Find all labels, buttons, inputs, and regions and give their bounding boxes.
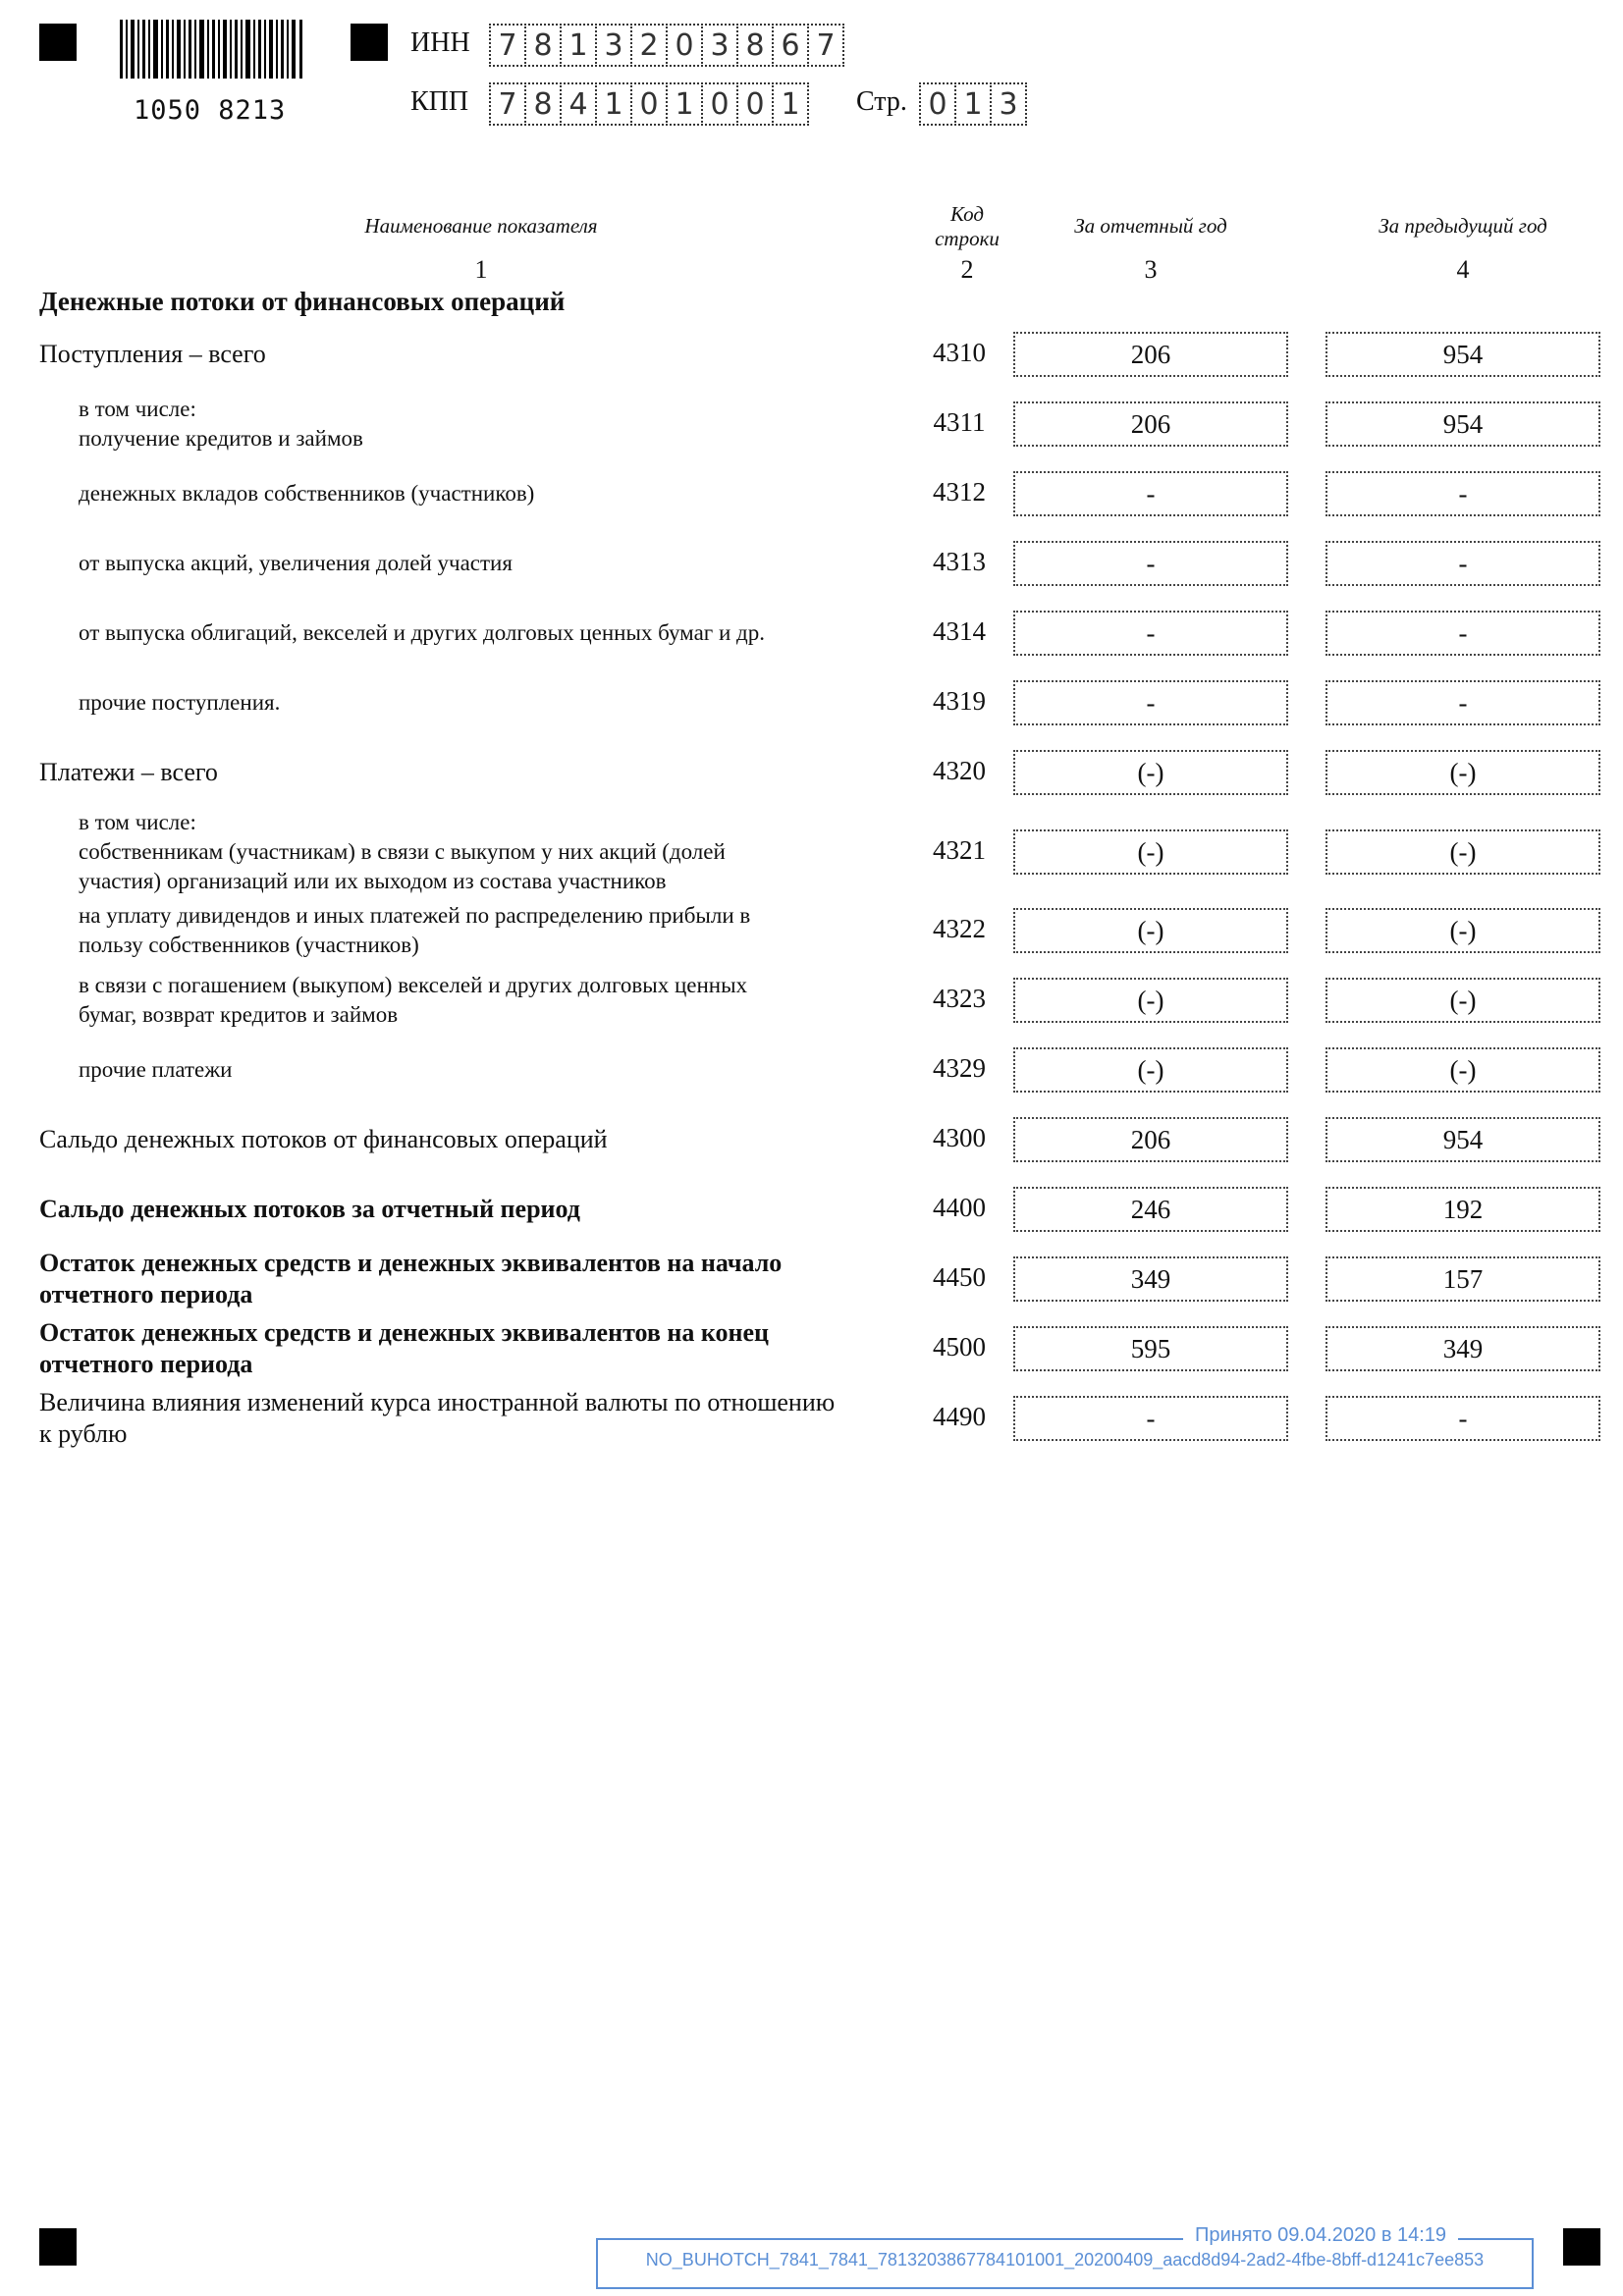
value-previous-4450: 157 [1325,1256,1600,1302]
value-previous-4314: - [1325,611,1600,656]
page-digit: 1 [954,82,992,126]
row-code-4311: 4311 [933,407,986,437]
row-code-4490: 4490 [933,1402,986,1431]
inn-digit: 8 [524,24,562,67]
column-header-previous-year: За предыдущий год [1379,214,1547,238]
barcode-number: 1050 8213 [134,95,287,126]
row-label-4300: Сальдо денежных потоков от финансовых операций [39,1125,608,1153]
row-label-4329: прочие платежи [79,1057,233,1082]
kpp-digit: 1 [666,82,703,126]
row-code-4320: 4320 [933,756,986,785]
value-previous-4313: - [1325,541,1600,586]
kpp-digit: 4 [560,82,597,126]
kpp-digit: 7 [489,82,526,126]
kpp-digit: 1 [595,82,632,126]
inn-digit: 3 [701,24,738,67]
value-previous-4490: - [1325,1396,1600,1441]
value-current-4323: (-) [1013,978,1288,1023]
column-number-2: 2 [960,255,974,284]
row-code-4321: 4321 [933,835,986,865]
row-label-4500: Остаток денежных средств и денежных эквивалентов на конец отчетного периода [39,1318,770,1378]
row-code-4450: 4450 [933,1262,986,1292]
row-code-4319: 4319 [933,686,986,716]
column-header-name: Наименование показателя [364,214,598,238]
row-code-4400: 4400 [933,1193,986,1222]
row-code-4314: 4314 [933,616,986,646]
kpp-label: КПП [410,86,469,117]
row-label-4450: Остаток денежных средств и денежных эквивалентов на начало отчетного периода [39,1249,783,1308]
row-code-4313: 4313 [933,547,986,576]
value-previous-4329: (-) [1325,1047,1600,1093]
row-label-4313: от выпуска акций, увеличения долей участия [79,551,513,575]
row-label-4321: в том числе: собственникам (участникам) в связи с выкупом у них акций (долей участия) организаций или их выходом из состава участников [79,810,726,893]
inn-digit: 7 [489,24,526,67]
value-previous-4310: 954 [1325,332,1600,377]
row-code-4323: 4323 [933,984,986,1013]
value-previous-4319: - [1325,680,1600,725]
value-current-4314: - [1013,611,1288,656]
row-label-4322: на уплату дивидендов и иных платежей по распределению прибыли в пользу собственников (участников) [79,903,751,957]
kpp-digit: 8 [524,82,562,126]
row-code-4312: 4312 [933,477,986,507]
kpp-field [491,82,809,126]
value-current-4490: - [1013,1396,1288,1441]
kpp-digit: 0 [701,82,738,126]
value-current-4450: 349 [1013,1256,1288,1302]
page-label: Стр. [856,86,907,117]
value-current-4322: (-) [1013,908,1288,953]
inn-digit: 6 [772,24,809,67]
inn-digit: 7 [807,24,844,67]
row-label-4311: в том числе: получение кредитов и займов [79,397,363,451]
column-header-code: Код строки [935,202,1000,250]
value-previous-4311: 954 [1325,401,1600,447]
inn-label: ИНН [410,27,470,58]
value-previous-4321: (-) [1325,829,1600,875]
value-previous-4322: (-) [1325,908,1600,953]
column-header-current-year: За отчетный год [1074,214,1227,238]
inn-digit: 3 [595,24,632,67]
inn-digit: 2 [630,24,668,67]
row-label-4314: от выпуска облигаций, векселей и других долговых ценных бумаг и др. [79,620,765,645]
barcode-image [118,20,314,100]
kpp-digit: 0 [736,82,774,126]
row-code-4322: 4322 [933,914,986,943]
row-label-4400: Сальдо денежных потоков за отчетный период [39,1195,580,1223]
inn-digit: 0 [666,24,703,67]
value-previous-4400: 192 [1325,1187,1600,1232]
inn-field [491,24,844,67]
row-label-4312: денежных вкладов собственников (участников) [79,481,535,506]
row-code-4300: 4300 [933,1123,986,1152]
page-digit: 0 [919,82,956,126]
submission-filename: NO_BUHOTCH_7841_7841_7813203867784101001_20200409_aacd8d94-2ad2-4fbe-8bff-d1241c7ee853 [645,2250,1485,2269]
value-current-4329: (-) [1013,1047,1288,1093]
page-number-field [921,82,1027,126]
column-number-4: 4 [1456,255,1470,284]
value-previous-4323: (-) [1325,978,1600,1023]
corner-marker-top-left [39,24,77,61]
value-current-4320: (-) [1013,750,1288,795]
corner-marker-bottom-right [1563,2228,1600,2266]
value-previous-4312: - [1325,471,1600,516]
row-label-4319: прочие поступления. [79,690,281,715]
value-previous-4500: 349 [1325,1326,1600,1371]
inn-digit: 1 [560,24,597,67]
value-current-4300: 206 [1013,1117,1288,1162]
row-code-4500: 4500 [933,1332,986,1362]
column-number-1: 1 [474,255,488,284]
value-previous-4300: 954 [1325,1117,1600,1162]
row-code-4329: 4329 [933,1053,986,1083]
acceptance-date: Принято 09.04.2020 в 14:19 [1183,2224,1458,2247]
value-current-4400: 246 [1013,1187,1288,1232]
row-label-4490: Величина влияния изменений курса иностранной валюты по отношению к рублю [39,1388,836,1448]
value-current-4319: - [1013,680,1288,725]
value-current-4313: - [1013,541,1288,586]
column-number-3: 3 [1144,255,1158,284]
section-title: Денежные потоки от финансовых операций [39,287,566,316]
inn-digit: 8 [736,24,774,67]
corner-marker-bottom-left [39,2228,77,2266]
corner-marker-top-center [351,24,388,61]
kpp-digit: 1 [772,82,809,126]
kpp-digit: 0 [630,82,668,126]
row-label-4323: в связи с погашением (выкупом) векселей и других долговых ценных бумаг, возврат кредитов и займов [79,973,748,1027]
row-code-4310: 4310 [933,338,986,367]
row-label-4320: Платежи – всего [39,758,218,786]
value-previous-4320: (-) [1325,750,1600,795]
page-digit: 3 [990,82,1027,126]
row-label-4310: Поступления – всего [39,340,266,368]
value-current-4500: 595 [1013,1326,1288,1371]
value-current-4321: (-) [1013,829,1288,875]
value-current-4312: - [1013,471,1288,516]
value-current-4311: 206 [1013,401,1288,447]
value-current-4310: 206 [1013,332,1288,377]
